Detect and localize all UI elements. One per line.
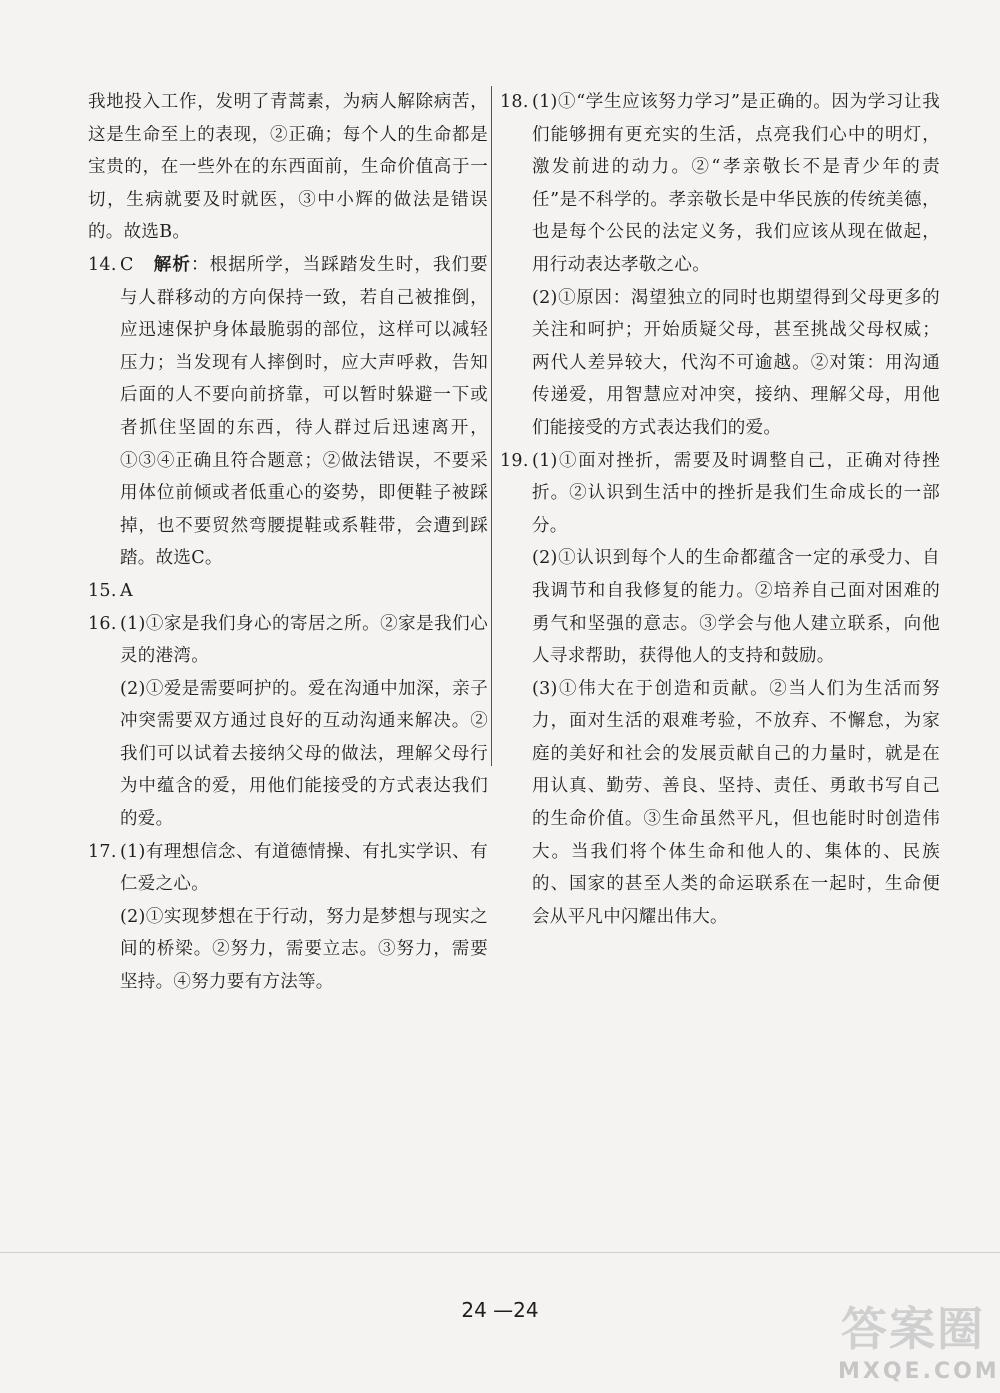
right-column	[500, 86, 940, 933]
left-column	[88, 86, 488, 999]
analysis-label: 解析	[153, 254, 191, 275]
answer-part-2: (2)①爱是需要呵护的。爱在沟通中加深，亲子冲突需要双方通过良好的互动沟通来解决。②我们可以试着去接纳父母的做法，理解父母行为中蕴含的爱，用他们能接受的方式表达我们的爱。	[120, 678, 488, 830]
watermark-text: 答案圈	[841, 1302, 985, 1356]
question-15	[88, 575, 488, 608]
question-body	[120, 608, 488, 836]
answer-part-1: (1)有理想信念、有道德情操、有扎实学识、有仁爱之心。	[120, 841, 488, 895]
answer-choice: C	[120, 254, 134, 275]
question-number: 15.	[88, 580, 117, 601]
answer-part-2: (2)①认识到每个人的生命都蕴含一定的承受力、自我调节和自我修复的能力。②培养自己面对困难的勇气和坚强的意志。③学会与他人建立联系，向他人寻求帮助，获得他人的支持和鼓励。	[532, 548, 940, 667]
answer-part-1: (1)①“学生应该努力学习”是正确的。因为学习让我们能够拥有更充实的生活，点亮我们心中的明灯，激发前进的动力。②“孝亲敬长不是青少年的责任”是不科学的。孝亲敬长是中华民族的传统美德，也是每个公民的法定义务，我们应该从现在做起，用行动表达孝敬之心。	[532, 92, 940, 275]
footer-rule	[0, 1252, 1000, 1253]
answer-part-3: (3)①伟大在于创造和贡献。②当人们为生活而努力，面对生活的艰难考验，不放弃、不懈怠，为家庭的美好和社会的发展贡献自己的力量时，就是在用认真、勤劳、善良、坚持、责任、勇敢书写自己的生命价值。③生命虽然平凡，但也能时时创造伟大。当我们将个体生命和他人的、集体的、民族的、国家的甚至人类的命运联系在一起时，生命便会从平凡中闪耀出伟大。	[532, 678, 940, 927]
answer-part-1: (1)①家是我们身心的寄居之所。②家是我们心灵的港湾。	[120, 613, 488, 667]
question-number: 16.	[88, 613, 117, 634]
question-body	[120, 249, 488, 575]
analysis-text: ：根据所学，当踩踏发生时，我们要与人群移动的方向保持一致，若自己被推倒，应迅速保护身体最脆弱的部位，这样可以减轻压力；当发现有人摔倒时，应大声呼救，告知后面的人不要向前挤靠，可以暂时躲避一下或者抓住坚固的东西，待人群过后迅速离开，①③④正确且符合题意；②做法错误，不要采用体位前倾或者低重心的姿势，即便鞋子被踩掉，也不要贸然弯腰提鞋或系鞋带，会遭到踩踏。故选C。	[120, 254, 488, 569]
answer-part-2: (2)①实现梦想在于行动，努力是梦想与现实之间的桥梁。②努力，需要立志。③努力，需要坚持。④努力要有方法等。	[120, 906, 488, 993]
question-17	[88, 836, 488, 999]
question-18	[500, 86, 940, 445]
answer-part-2: (2)①原因：渴望独立的同时也期望得到父母更多的关注和呵护；开始质疑父母，甚至挑战父母权威；两代人差异较大，代沟不可逾越。②对策：用沟通传递爱，用智慧应对冲突，接纳、理解父母，用他们能接受的方式表达我们的爱。	[532, 287, 940, 438]
question-number: 19.	[500, 450, 529, 471]
question-19	[500, 445, 940, 934]
question-body	[532, 86, 940, 445]
answer-part-1: (1)①面对挫折，需要及时调整自己，正确对待挫折。②认识到生活中的挫折是我们生命成长的一部分。	[532, 450, 940, 536]
watermark-site: MXQE.COM	[838, 1359, 1000, 1384]
page-number: 24 —24	[461, 1298, 539, 1322]
question-14	[88, 249, 488, 575]
question-number: 18.	[500, 92, 529, 112]
q13-continuation: 我地投入工作，发明了青蒿素，为病人解除病苦，这是生命至上的表现，②正确；每个人的生命都是宝贵的，在一些外在的东西面前，生命价值高于一切，生病就要及时就医，③中小辉的做法是错误的。故选B。	[88, 92, 488, 243]
question-body	[532, 445, 940, 934]
question-16	[88, 608, 488, 836]
watermark-logo	[838, 1300, 1000, 1390]
question-number: 14.	[88, 254, 117, 275]
column-divider	[491, 86, 492, 766]
question-number: 17.	[88, 841, 117, 862]
answer-choice: A	[120, 580, 133, 601]
question-body	[120, 836, 488, 999]
